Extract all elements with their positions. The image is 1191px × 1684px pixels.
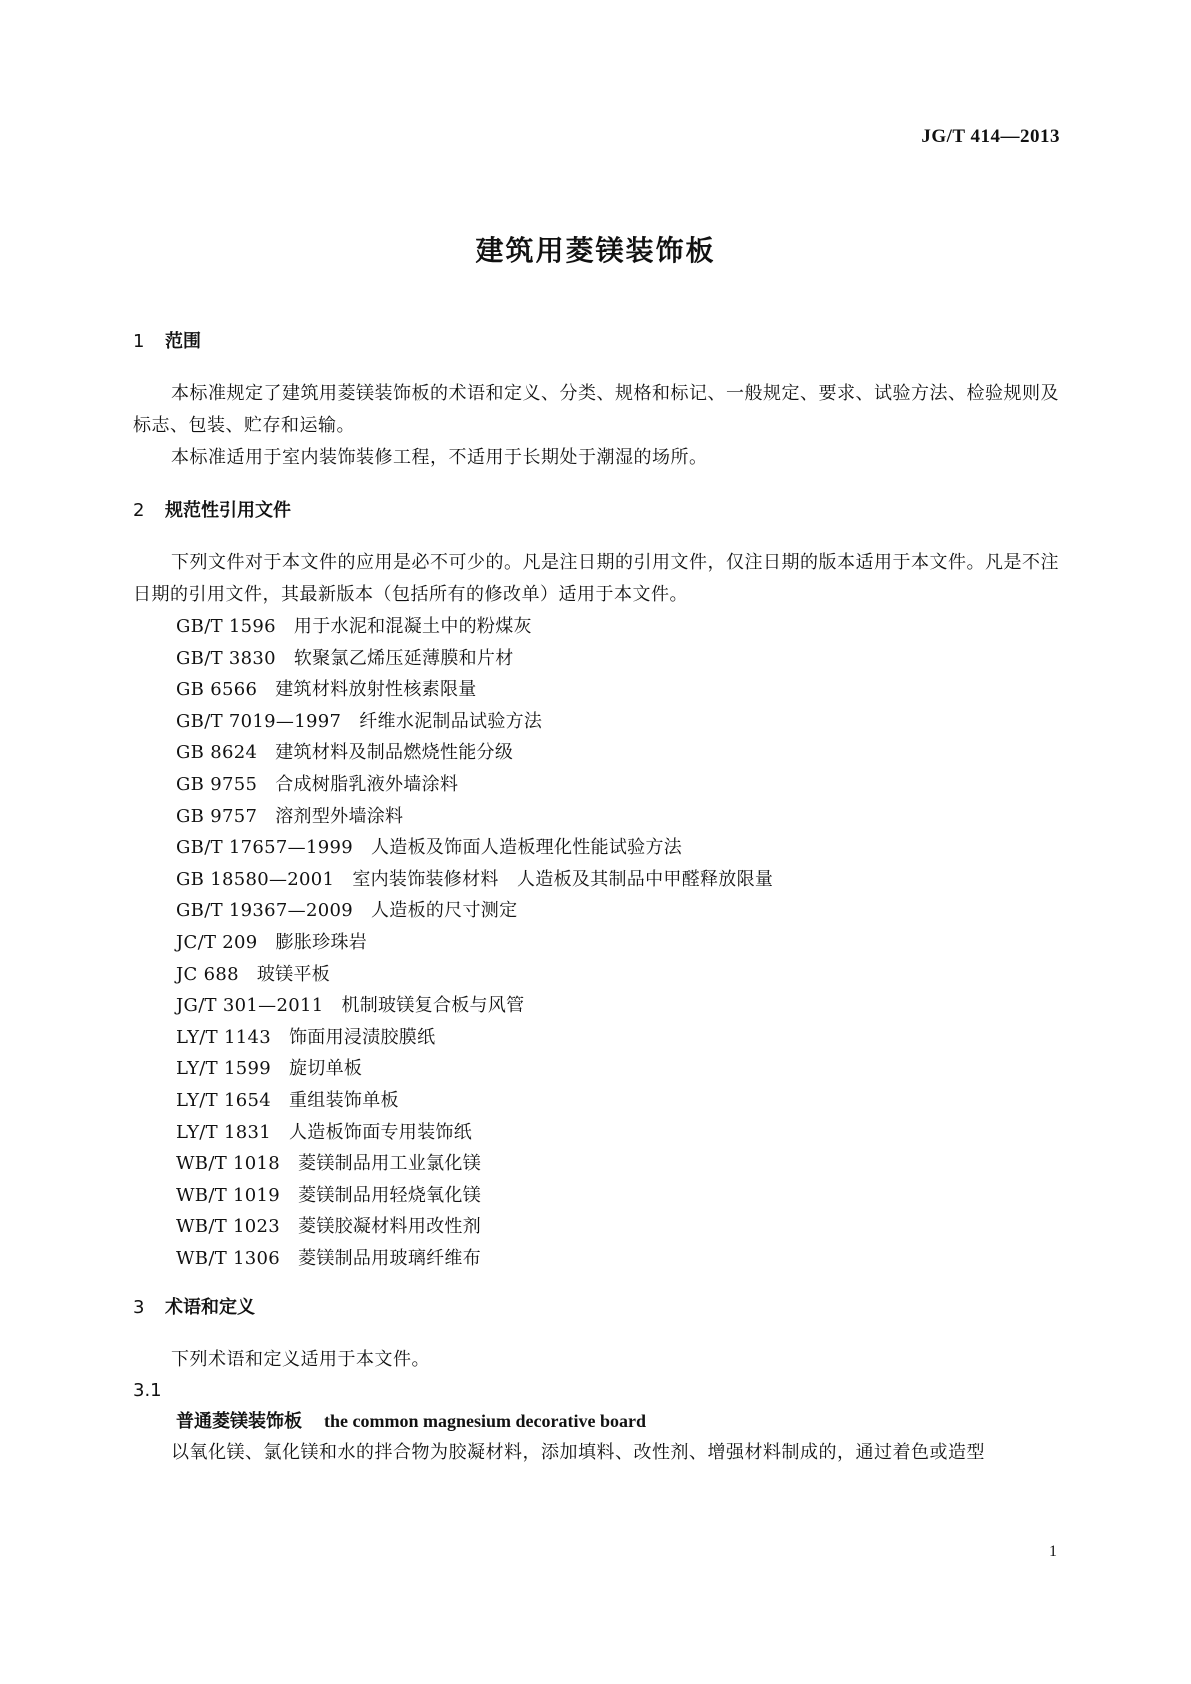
document-title: 建筑用菱镁装饰板 (475, 234, 716, 267)
reference-item (133, 959, 1059, 991)
reference-code: WB/T 1018 (176, 1153, 281, 1175)
reference-code: LY/T 1654 (176, 1089, 271, 1111)
terms-intro-paragraph: 下列术语和定义适用于本文件。 (171, 1349, 430, 1371)
reference-code: GB/T 1596 (176, 616, 276, 637)
reference-item (133, 1117, 1059, 1149)
reference-item (133, 1053, 1059, 1085)
reference-title: 室内装饰装修材料 人造板及其制品中甲醛释放限量 (352, 868, 774, 890)
reference-title: 机制玻镁复合板与风管 (341, 995, 525, 1017)
reference-title: 合成树脂乳液外墙涂料 (275, 773, 459, 795)
scope-paragraph: 本标准规定了建筑用菱镁装饰板的术语和定义、分类、规格和标记、一般规定、要求、试验方法、检验规则及标志、包装、贮存和运输。 (133, 383, 1059, 436)
reference-item (133, 832, 1059, 864)
reference-code: JG/T 301—2011 (176, 995, 324, 1017)
reference-title: 重组装饰单板 (289, 1089, 399, 1111)
reference-code: GB/T 7019—1997 (176, 710, 342, 732)
section-title: 规范性引用文件 (165, 500, 291, 521)
section-number: 1 (133, 331, 145, 352)
reference-item (133, 990, 1059, 1022)
reference-title: 纤维水泥制品试验方法 (359, 710, 543, 732)
term-english: the common magnesium decorative board (324, 1411, 646, 1432)
reference-code: GB 6566 (176, 679, 258, 701)
reference-code: GB/T 3830 (176, 647, 276, 669)
reference-item (133, 643, 1059, 675)
reference-code: LY/T 1599 (176, 1058, 271, 1080)
term-number: 3.1 (133, 1380, 162, 1402)
reference-title: 人造板饰面专用装饰纸 (289, 1121, 472, 1143)
reference-title: 建筑材料放射性核素限量 (275, 679, 477, 701)
term-definition: 以氧化镁、氯化镁和水的拌合物为胶凝材料，添加填料、改性剂、增强材料制成的，通过着色或造型 (171, 1442, 985, 1464)
page-number: 1 (1049, 1543, 1057, 1560)
reference-item (133, 1148, 1059, 1180)
reference-code: GB 18580—2001 (176, 868, 335, 890)
term-chinese: 普通菱镁装饰板 (176, 1411, 302, 1433)
section-number: 2 (133, 500, 145, 521)
scope-paragraph: 本标准适用于室内装饰装修工程，不适用于长期处于潮湿的场所。 (171, 447, 708, 468)
reference-item (133, 1180, 1059, 1212)
section-number: 3 (133, 1297, 145, 1319)
reference-code: LY/T 1143 (176, 1026, 271, 1048)
reference-item (133, 769, 1059, 801)
reference-title: 人造板及饰面人造板理化性能试验方法 (370, 837, 683, 859)
reference-code: GB/T 17657—1999 (176, 837, 353, 859)
section-3-heading (133, 1296, 1059, 1320)
reference-code: GB 9755 (176, 773, 258, 795)
reference-item (133, 737, 1059, 769)
reference-code: JC 688 (176, 963, 239, 985)
reference-title: 膨胀珍珠岩 (275, 931, 368, 953)
reference-item (133, 1243, 1059, 1275)
standard-number: JG/T 414—2013 (921, 126, 1060, 147)
reference-code: WB/T 1306 (176, 1247, 281, 1269)
reference-title: 建筑材料及制品燃烧性能分级 (275, 742, 514, 764)
reference-item (133, 801, 1059, 833)
reference-title: 人造板的尺寸测定 (370, 900, 518, 922)
section-title: 术语和定义 (165, 1297, 255, 1319)
reference-code: JC/T 209 (176, 931, 258, 953)
reference-title: 用于水泥和混凝土中的粉煤灰 (293, 616, 532, 637)
reference-item (133, 674, 1059, 706)
term-heading (133, 1406, 1059, 1437)
reference-item (133, 895, 1059, 927)
reference-title: 旋切单板 (289, 1058, 363, 1080)
section-1-heading (133, 330, 1059, 354)
reference-title: 玻镁平板 (256, 963, 331, 985)
reference-title: 菱镁制品用轻烧氧化镁 (298, 1184, 482, 1206)
reference-item (133, 706, 1059, 738)
reference-title: 软聚氯乙烯压延薄膜和片材 (293, 647, 514, 669)
reference-title: 菱镁胶凝材料用改性剂 (298, 1216, 482, 1238)
reference-title: 菱镁制品用玻璃纤维布 (298, 1247, 482, 1269)
document-body (133, 330, 1059, 1469)
reference-code: GB 8624 (176, 742, 258, 764)
reference-code: WB/T 1023 (176, 1216, 281, 1238)
reference-item (133, 1022, 1059, 1054)
section-title: 范围 (165, 331, 201, 352)
reference-item (133, 1211, 1059, 1243)
reference-item (133, 611, 1059, 643)
reference-title: 溶剂型外墙涂料 (275, 805, 404, 827)
reference-code: GB 9757 (176, 805, 258, 827)
references-intro-paragraph: 下列文件对于本文件的应用是必不可少的。凡是注日期的引用文件，仅注日期的版本适用于本文件。凡是不注日期的引用文件，其最新版本（包括所有的修改单）适用于本文件。 (133, 552, 1059, 605)
reference-code: GB/T 19367—2009 (176, 900, 353, 922)
reference-title: 菱镁制品用工业氯化镁 (298, 1153, 482, 1175)
reference-code: LY/T 1831 (176, 1121, 271, 1143)
reference-item (133, 1085, 1059, 1117)
reference-title: 饰面用浸渍胶膜纸 (289, 1026, 436, 1048)
section-2-heading (133, 499, 1059, 523)
reference-item (133, 927, 1059, 959)
reference-item (133, 864, 1059, 896)
reference-list (133, 611, 1059, 1274)
reference-code: WB/T 1019 (176, 1184, 281, 1206)
